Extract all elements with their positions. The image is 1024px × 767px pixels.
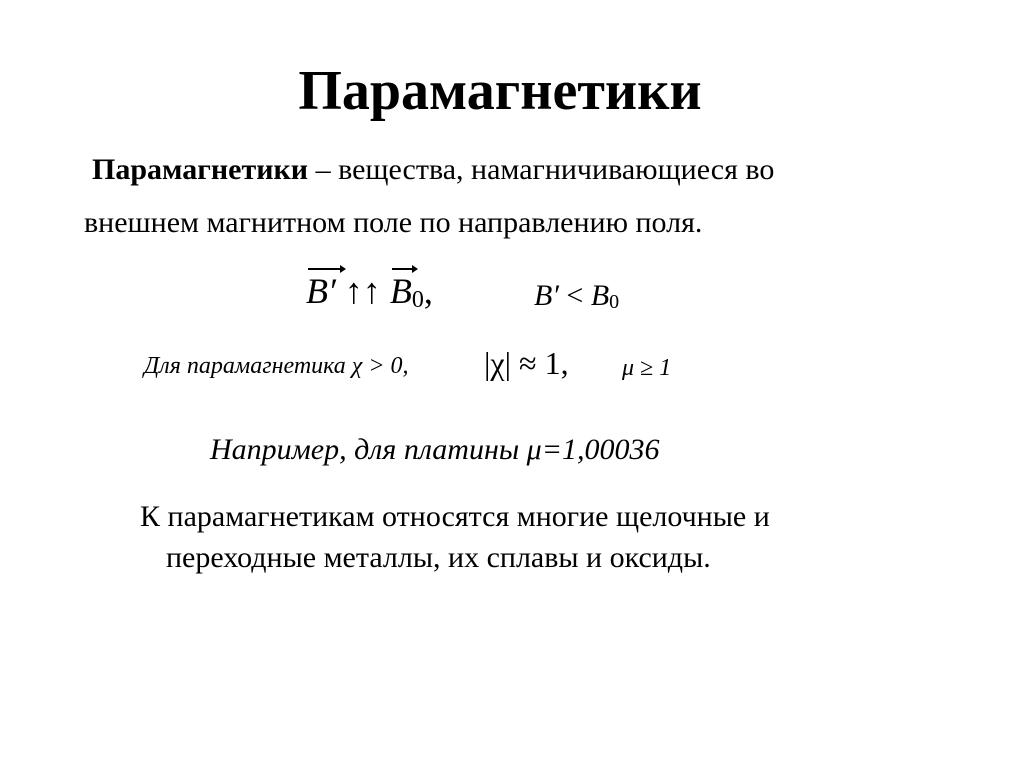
b-zero-vector bbox=[390, 270, 424, 315]
definition-term: Парамагнетики bbox=[92, 153, 309, 186]
b-subscript: 0 bbox=[411, 287, 424, 313]
outro-line-2: переходные металлы, их сплавы и оксиды. bbox=[166, 541, 711, 574]
formula-comma: , bbox=[423, 271, 433, 311]
b-prime-symbol: B′ bbox=[306, 271, 336, 311]
mu-greater-equal: μ ≥ 1 bbox=[622, 355, 672, 381]
slide-title: Парамагнетики bbox=[298, 60, 702, 122]
b-right: B bbox=[590, 279, 610, 312]
b-right-subscript: 0 bbox=[609, 291, 620, 313]
outro-line-1: К парамагнетикам относятся многие щелочные и bbox=[140, 500, 770, 533]
platinum-example: Например, для платины μ=1,00036 bbox=[210, 433, 660, 466]
abs-chi-approx: |χ| ≈ 1, bbox=[484, 345, 569, 381]
less-than-formula bbox=[534, 278, 619, 314]
b-prime-left: B′ bbox=[534, 279, 559, 312]
vector-arrow-icon bbox=[306, 264, 346, 274]
definition-line-2: внешнем магнитном поле по направлению поля. bbox=[84, 206, 703, 239]
parallel-arrows: ↑↑ bbox=[344, 271, 381, 311]
susceptibility-text: Для парамагнетика χ > 0, bbox=[144, 353, 409, 379]
definition-text: – вещества, намагничивающиеся во bbox=[308, 153, 775, 186]
parallel-fields-formula bbox=[306, 270, 433, 315]
b-symbol: B bbox=[389, 271, 412, 311]
definition-line-1 bbox=[92, 152, 774, 188]
b-prime-vector bbox=[306, 270, 336, 313]
less-than-operator: < bbox=[558, 279, 591, 312]
vector-arrow-icon bbox=[390, 264, 418, 274]
